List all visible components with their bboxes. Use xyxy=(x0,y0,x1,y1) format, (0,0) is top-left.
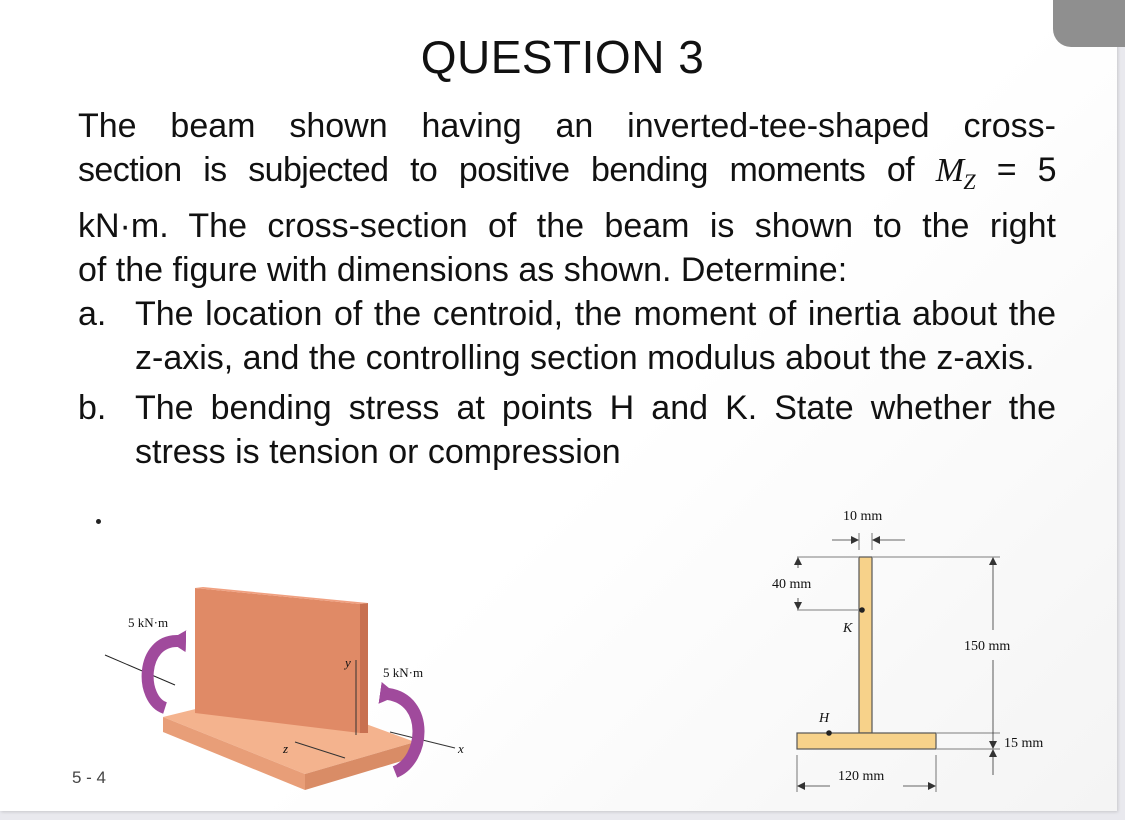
list-item-letter: b. xyxy=(78,388,107,427)
point-h-marker xyxy=(826,730,832,736)
y-axis-label: y xyxy=(345,655,351,670)
slide-title: QUESTION 3 xyxy=(420,31,705,83)
moment-symbol-subscript: Z xyxy=(963,168,976,194)
cross-section-drawing xyxy=(772,509,1043,792)
beam-illustration xyxy=(105,587,464,790)
list-item-letter: a. xyxy=(78,294,107,333)
point-k-label: K xyxy=(843,621,853,636)
point-h-label: H xyxy=(819,711,830,726)
dim-label-flange: 15 mm xyxy=(1004,736,1044,751)
intro-line: of the figure with dimensions as shown. Determine: xyxy=(78,250,848,289)
page-number: 5 - 4 xyxy=(72,768,107,787)
intro-text: section is subjected to positive bending moments of xyxy=(78,151,936,189)
dim-label-top: 10 mm xyxy=(843,509,883,524)
moment-label-right: 5 kN·m xyxy=(383,665,424,680)
section-web xyxy=(859,557,872,733)
list-item-text: The bending stress at points H and K. State whether the stress is tension or compression xyxy=(135,388,1056,471)
x-axis-label: x xyxy=(458,741,464,756)
dim-label-width: 120 mm xyxy=(838,769,885,784)
dim-label-height: 150 mm xyxy=(964,639,1011,654)
beam-web-face xyxy=(195,588,360,733)
z-axis-label: z xyxy=(283,741,289,756)
moment-label-left: 5 kN·m xyxy=(128,615,169,630)
section-flange xyxy=(797,733,936,749)
intro-line: The beam shown having an inverted-tee-shaped cross- xyxy=(78,107,1056,145)
beam-web-side xyxy=(360,603,368,733)
point-k-marker xyxy=(859,607,865,613)
intro-line: kN·m. The cross-section of the beam is shown to the right xyxy=(78,206,1056,245)
intro-text: = 5 xyxy=(975,151,1056,189)
moment-arrow-left xyxy=(148,641,178,708)
dim-label-left: 40 mm xyxy=(772,577,812,592)
neutral-axis-left xyxy=(105,655,175,685)
moment-symbol-letter: M xyxy=(935,152,964,189)
list-item-text: The location of the centroid, the moment of inertia about the z-axis, and the controlling section modulus about the z-axis. xyxy=(135,294,1056,377)
